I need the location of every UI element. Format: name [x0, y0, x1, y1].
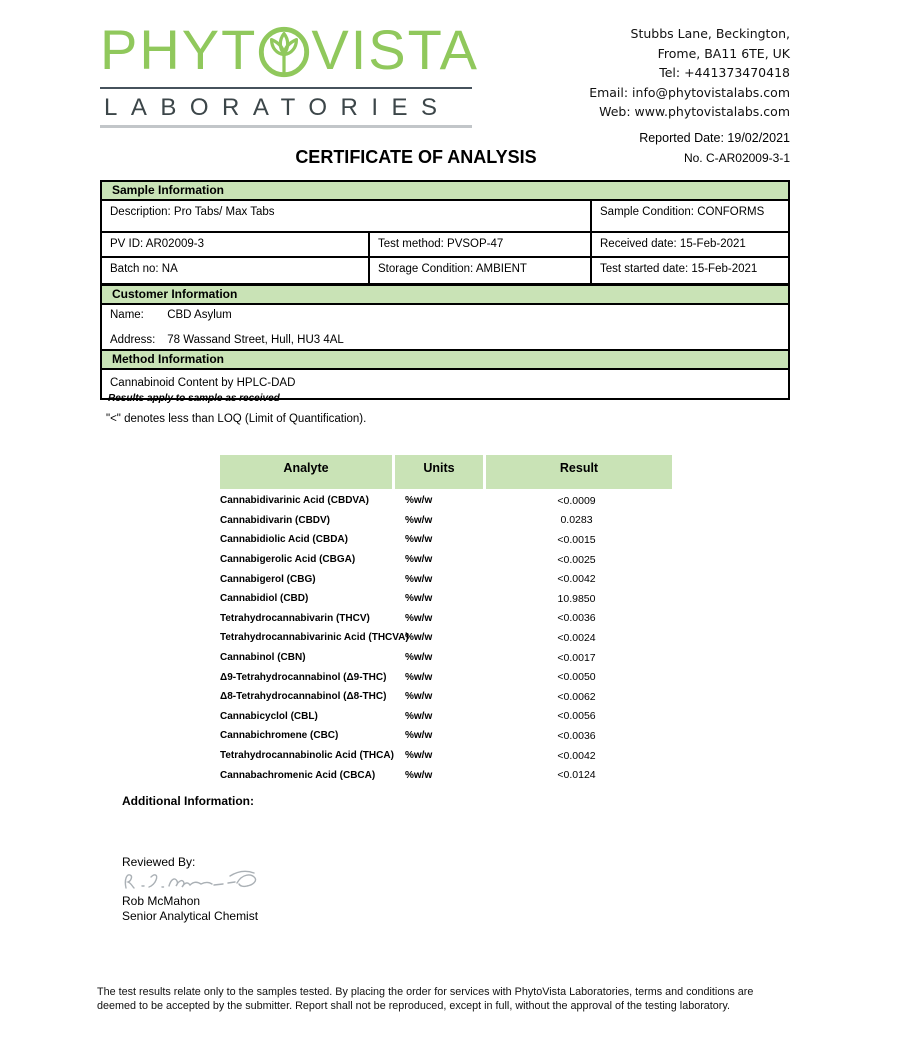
- sample-condition-cell: [592, 201, 788, 231]
- customer-address-line: [110, 334, 780, 346]
- units-cell: %w/w: [405, 534, 433, 546]
- batch-no-cell: [102, 258, 370, 283]
- units-cell: %w/w: [405, 514, 433, 526]
- disclaimer: [97, 986, 825, 1014]
- customer-method-table: [100, 284, 790, 400]
- field-value: PVSOP-47: [447, 238, 504, 250]
- field-value: Pro Tabs/ Max Tabs: [173, 206, 275, 218]
- table-row: [102, 258, 788, 283]
- analyte-cell: Cannabichromene (CBC): [220, 730, 339, 742]
- logo-divider-top: [100, 87, 472, 89]
- contact-address-line-1: Stubbs Lane, Beckington,: [630, 26, 790, 41]
- results-table-row: [220, 628, 672, 648]
- logo-text-left: PHYT: [100, 18, 258, 81]
- results-table-header: [220, 455, 672, 489]
- contact-email: Email: info@phytovistalabs.com: [589, 84, 790, 100]
- field-value: CBD Asylum: [167, 309, 232, 321]
- contact-telephone: Tel: +441373470418: [659, 65, 790, 80]
- field-label: Received date:: [600, 238, 677, 250]
- units-cell: %w/w: [405, 750, 433, 762]
- units-cell: %w/w: [405, 710, 433, 722]
- received-date-cell: [592, 233, 788, 256]
- method-information-body: Cannabinoid Content by HPLC-DAD: [110, 377, 296, 389]
- phytovista-logo: [100, 18, 480, 128]
- analyte-cell: Cannabidivarin (CBDV): [220, 514, 331, 526]
- result-cell: <0.0009: [557, 494, 596, 507]
- results-table-row: [220, 648, 672, 668]
- result-cell: <0.0042: [557, 749, 596, 762]
- reviewer-name: Rob McMahon: [122, 894, 201, 908]
- analyte-cell: Cannabigerol (CBG): [220, 573, 316, 585]
- contact-website: Web: www.phytovistalabs.com: [599, 104, 790, 119]
- results-table-row: [220, 609, 672, 629]
- results-table-row: [220, 707, 672, 727]
- field-value: AMBIENT: [475, 263, 527, 275]
- results-table-row: [220, 569, 672, 589]
- field-label: Test started date:: [600, 263, 689, 275]
- result-cell: 0.0283: [560, 514, 593, 527]
- results-table-row: [220, 746, 672, 766]
- customer-information-body: [102, 305, 788, 349]
- certificate-title: CERTIFICATE OF ANALYSIS: [295, 147, 537, 167]
- logo-divider-bottom: [100, 125, 472, 128]
- result-cell: <0.0056: [557, 710, 596, 723]
- analyte-cell: Cannabidiolic Acid (CBDA): [220, 534, 348, 546]
- analyte-cell: Cannabigerolic Acid (CBGA): [220, 554, 356, 566]
- analyte-cell: Cannabicyclol (CBL): [220, 710, 318, 722]
- field-value: 15-Feb-2021: [691, 263, 758, 275]
- field-label: Batch no:: [110, 263, 159, 275]
- units-cell: %w/w: [405, 554, 433, 566]
- result-cell: <0.0050: [557, 671, 596, 684]
- contact-address-line-2: Frome, BA11 6TE, UK: [657, 45, 790, 61]
- results-note: Results apply to sample as received: [108, 393, 280, 404]
- units-cell: %w/w: [405, 593, 433, 605]
- units-cell: %w/w: [405, 632, 433, 644]
- analyte-cell: Cannabidivarinic Acid (CBDVA): [220, 495, 369, 507]
- disclaimer-line-1: The test results relate only to the samples tested. By placing the order for services with PhytoVista Laboratories, terms and conditions are: [97, 986, 754, 998]
- sample-information-header: Sample Information: [102, 182, 788, 201]
- test-started-date-cell: [592, 258, 788, 283]
- method-information-header: Method Information: [102, 349, 788, 370]
- field-label: Test method:: [378, 238, 444, 250]
- pv-id-cell: [102, 233, 370, 256]
- analyte-cell: Tetrahydrocannabivarinic Acid (THCVA): [220, 632, 409, 644]
- column-header-units: Units: [395, 455, 483, 489]
- analyte-cell: Δ9-Tetrahydrocannabinol (Δ9-THC): [220, 671, 387, 683]
- lab-contact-block: [589, 24, 790, 122]
- units-cell: %w/w: [405, 652, 433, 664]
- results-table-row: [220, 687, 672, 707]
- units-cell: %w/w: [405, 769, 433, 781]
- additional-information-label: Additional Information:: [122, 794, 254, 808]
- loq-note: "<" denotes less than LOQ (Limit of Quantification).: [106, 413, 367, 425]
- units-cell: %w/w: [405, 573, 433, 585]
- field-value: 78 Wassand Street, Hull, HU3 4AL: [167, 334, 344, 346]
- reviewer-title: Senior Analytical Chemist: [122, 909, 259, 923]
- result-cell: <0.0042: [557, 573, 596, 586]
- analyte-cell: Cannabidiol (CBD): [220, 593, 309, 605]
- customer-information-header: Customer Information: [102, 286, 788, 305]
- field-label: Address:: [110, 334, 156, 346]
- result-cell: <0.0124: [557, 769, 596, 782]
- result-cell: <0.0015: [557, 533, 596, 546]
- column-header-result: Result: [486, 455, 672, 489]
- field-value: CONFORMS: [697, 206, 765, 218]
- sample-information-table: [100, 180, 790, 285]
- analyte-cell: Cannabinol (CBN): [220, 652, 306, 664]
- logo-wordmark: [100, 18, 480, 81]
- result-cell: 10.9850: [557, 592, 596, 605]
- results-table-row: [220, 491, 672, 511]
- analyte-cell: Tetrahydrocannabivarin (THCV): [220, 612, 370, 624]
- field-value: NA: [161, 263, 178, 275]
- customer-name-line: [110, 309, 780, 321]
- units-cell: %w/w: [405, 612, 433, 624]
- results-table-row: [220, 765, 672, 785]
- field-label: PV ID:: [110, 238, 144, 250]
- result-cell: <0.0062: [557, 690, 596, 703]
- leaf-icon: [257, 25, 311, 79]
- column-header-analyte: Analyte: [220, 455, 392, 489]
- results-table-row: [220, 550, 672, 570]
- results-table-row: [220, 530, 672, 550]
- results-table-row: [220, 667, 672, 687]
- analyte-cell: Cannabachromenic Acid (CBCA): [220, 769, 376, 781]
- signature-image: [118, 867, 268, 895]
- units-cell: %w/w: [405, 691, 433, 703]
- analyte-cell: Δ8-Tetrahydrocannabinol (Δ8-THC): [220, 691, 387, 703]
- units-cell: %w/w: [405, 495, 433, 507]
- certificate-number: No. C-AR02009-3-1: [683, 151, 790, 165]
- table-row: [102, 233, 788, 258]
- result-cell: <0.0017: [557, 651, 596, 664]
- logo-subtitle: LABORATORIES: [104, 94, 451, 121]
- table-row: [102, 201, 788, 233]
- field-value: AR02009-3: [145, 238, 204, 250]
- results-table-row: [220, 589, 672, 609]
- results-table: [220, 455, 672, 785]
- logo-text-right: VISTA: [311, 18, 480, 81]
- result-cell: <0.0025: [557, 553, 596, 566]
- result-cell: <0.0036: [557, 612, 596, 625]
- units-cell: %w/w: [405, 730, 433, 742]
- field-label: Name:: [110, 309, 144, 321]
- results-table-body: [220, 491, 672, 785]
- units-cell: %w/w: [405, 671, 433, 683]
- description-cell: [102, 201, 592, 231]
- storage-condition-cell: [370, 258, 592, 283]
- field-label: Description:: [110, 206, 171, 218]
- field-label: Sample Condition:: [600, 206, 694, 218]
- disclaimer-line-2: deemed to be accepted by the submitter. Report shall not be reproduced, except in full, without the approval of the testing laboratory.: [97, 999, 730, 1012]
- reported-date: Reported Date: 19/02/2021: [639, 131, 790, 145]
- reviewed-by-label: Reviewed By:: [122, 855, 196, 869]
- result-cell: <0.0036: [557, 729, 596, 742]
- test-method-cell: [370, 233, 592, 256]
- results-table-row: [220, 726, 672, 746]
- field-label: Storage Condition:: [378, 263, 474, 275]
- analyte-cell: Tetrahydrocannabinolic Acid (THCA): [220, 750, 394, 762]
- results-table-row: [220, 511, 672, 531]
- field-value: 15-Feb-2021: [679, 238, 746, 250]
- result-cell: <0.0024: [557, 631, 596, 644]
